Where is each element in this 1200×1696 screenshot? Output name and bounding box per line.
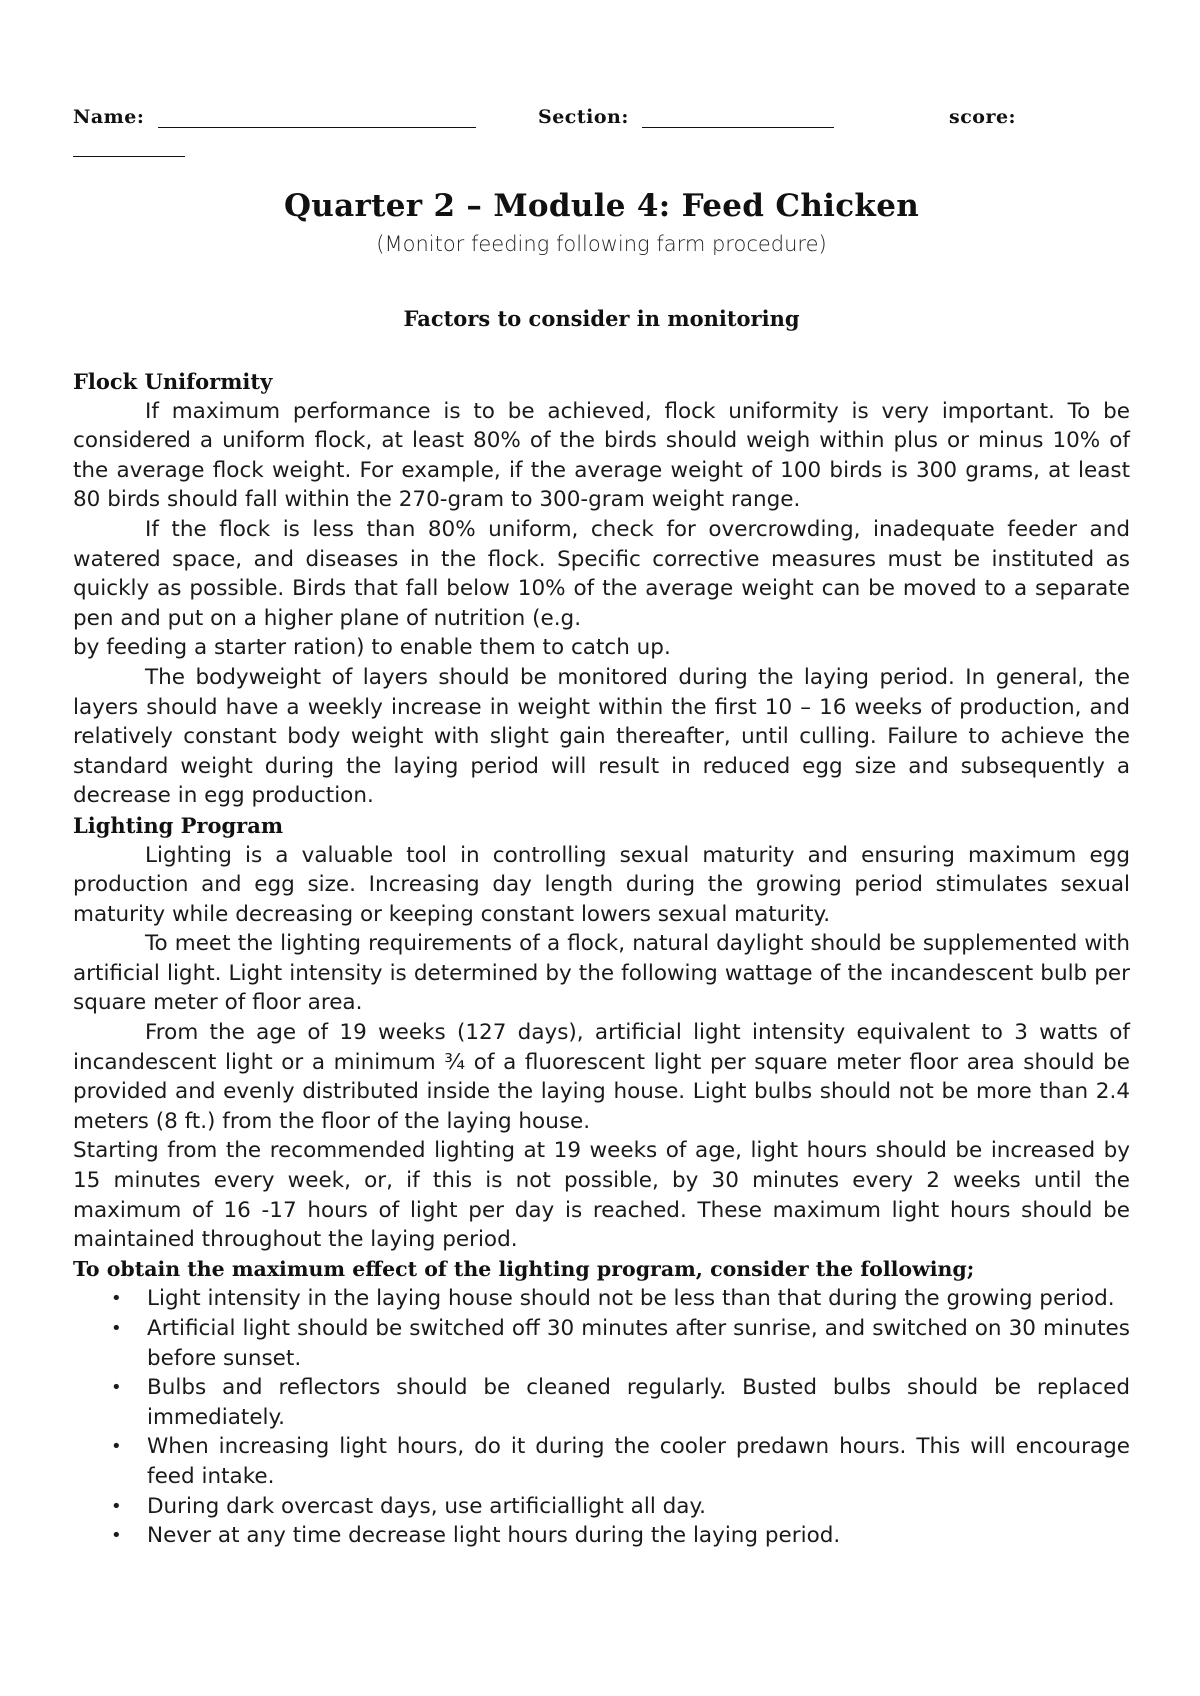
list-item-text: Artificial light should be switched off 30 minutes after sunrise, and switched on 30 minutes before sunset. <box>147 1316 1130 1371</box>
score-field <box>949 106 1016 128</box>
list-item <box>73 1373 1130 1432</box>
bullet-icon: • <box>111 1436 122 1458</box>
list-item <box>73 1284 1130 1314</box>
flock-paragraph-3: The bodyweight of layers should be monitored during the laying period. In general, the layers should have a weekly increase in weight within the first 10 – 16 weeks of production, and relatively constant body weight with slight gain thereafter, until culling. Failure to achieve the standard weight during the laying period will result in reduced egg size and subsequently a decrease in egg production. <box>73 664 1130 809</box>
list-item-text: During dark overcast days, use artificiallight all day. <box>147 1493 706 1519</box>
lighting-paragraph-4: Starting from the recommended lighting at 19 weeks of age, light hours should be increased by 15 minutes every week, or, if this is not possible, by 30 minutes every 2 weeks until the maximum of 16 -17 hours of light per day is reached. These maximum light hours should be maintained throughout the laying period. <box>73 1138 1130 1253</box>
list-item-text: Never at any time decrease light hours during the laying period. <box>147 1523 841 1549</box>
flock-paragraph-1: If maximum performance is to be achieved, flock uniformity is very important. To be considered a uniform flock, at least 80% of the birds should weigh within plus or minus 10% of the average flock weight. For example, if the average weight of 100 birds is 300 grams, at least 80 birds should fall within the 270-gram to 300-gram weight range. <box>73 398 1130 513</box>
flock-uniformity-heading: Flock Uniformity <box>73 369 273 394</box>
score-blank[interactable] <box>73 138 185 157</box>
bullet-icon: • <box>111 1525 122 1547</box>
bullet-icon: • <box>111 1288 122 1310</box>
list-item-text: Bulbs and reflectors should be cleaned regularly. Busted bulbs should be replaced immediately. <box>147 1375 1130 1430</box>
section-field <box>538 106 834 128</box>
section-heading: Factors to consider in monitoring <box>403 306 800 331</box>
score-label: score: <box>949 106 1017 128</box>
document-body <box>73 367 1130 1551</box>
module-subtitle: (Monitor feeding following farm procedure) <box>376 232 827 256</box>
section-label: Section: <box>538 106 629 128</box>
list-item <box>73 1521 1130 1551</box>
bullet-icon: • <box>111 1495 122 1517</box>
list-item-text: When increasing light hours, do it during the cooler predawn hours. This will encourage feed intake. <box>147 1434 1130 1489</box>
section-blank[interactable] <box>642 107 834 128</box>
name-label: Name: <box>73 106 145 128</box>
bullet-icon: • <box>111 1377 122 1399</box>
list-item-text: Light intensity in the laying house should not be less than that during the growing period. <box>147 1286 1115 1312</box>
student-info-line <box>73 106 1130 132</box>
flock-paragraph-2: If the flock is less than 80% uniform, check for overcrowding, inadequate feeder and watered space, and diseases in the flock. Specific corrective measures must be instituted as quickly as possible. Birds that fall below 10% of the average weight can be moved to a separate pen and put on a higher plane of nutrition (e.g. <box>73 516 1130 631</box>
module-title: Quarter 2 – Module 4: Feed Chicken <box>283 188 920 224</box>
lighting-paragraph-1: Lighting is a valuable tool in controlling sexual maturity and ensuring maximum egg production and egg size. Increasing day length during the growing period stimulates sexual maturity while decreasing or keeping constant lowers sexual maturity. <box>73 842 1130 927</box>
list-item <box>73 1432 1130 1491</box>
lighting-paragraph-2: To meet the lighting requirements of a flock, natural daylight should be supplemented with artificial light. Light intensity is determined by the following wattage of the incandescent bulb per square meter of floor area. <box>73 931 1130 1016</box>
lighting-list-heading: To obtain the maximum effect of the lighting program, consider the following; <box>73 1256 975 1281</box>
name-field <box>73 106 476 128</box>
lighting-paragraph-3: From the age of 19 weeks (127 days), artificial light intensity equivalent to 3 watts of incandescent light or a minimum ¾ of a fluorescent light per square meter floor area should be provided and evenly distributed inside the laying house. Light bulbs should not be more than 2.4 meters (8 ft.) from the floor of the laying house. <box>73 1020 1130 1134</box>
name-blank[interactable] <box>158 107 476 128</box>
flock-paragraph-2-continued: by feeding a starter ration) to enable them to catch up. <box>73 635 671 661</box>
list-item <box>73 1492 1130 1522</box>
list-item <box>73 1314 1130 1373</box>
lighting-program-heading: Lighting Program <box>73 812 284 838</box>
lighting-bullet-list <box>73 1284 1130 1550</box>
bullet-icon: • <box>111 1318 122 1339</box>
